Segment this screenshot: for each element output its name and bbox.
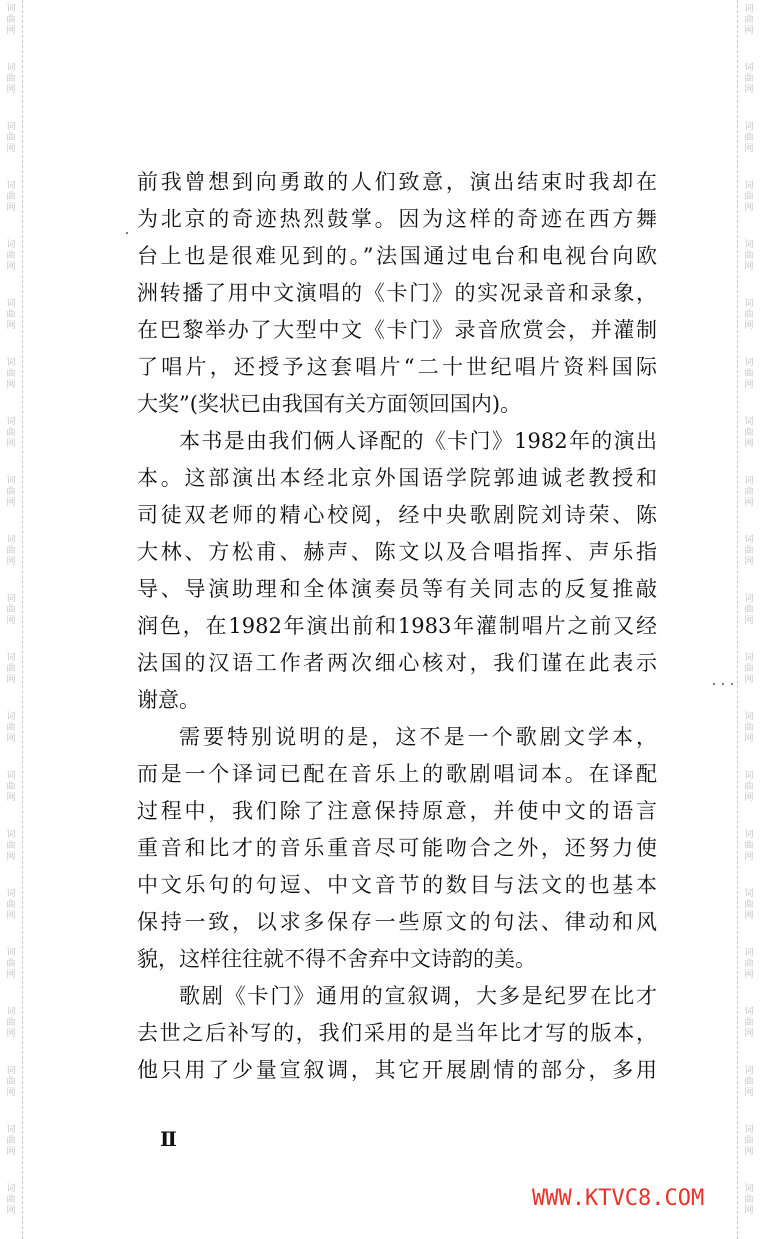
watermark-char: 曲	[6, 133, 16, 143]
watermark-mark	[738, 826, 760, 885]
watermark-mark	[738, 59, 760, 118]
watermark-char: 网	[6, 498, 16, 508]
watermark-char: 网	[744, 911, 754, 921]
watermark-mark	[0, 413, 22, 472]
watermark-mark	[738, 885, 760, 944]
watermark-char: 曲	[744, 1195, 754, 1205]
watermark-char: 网	[6, 616, 16, 626]
watermark-char: 网	[6, 675, 16, 685]
watermark-char: 词	[744, 417, 754, 427]
watermark-char: 网	[744, 380, 754, 390]
watermark-char: 词	[6, 712, 16, 722]
scan-speck	[722, 683, 724, 685]
text-line: 而是一个译词已配在音乐上的歌剧唱词本。在译配	[137, 762, 657, 786]
scan-speck	[731, 683, 733, 685]
watermark-char: 网	[744, 203, 754, 213]
watermark-char: 网	[744, 1029, 754, 1039]
watermark-mark	[738, 413, 760, 472]
watermark-char: 词	[6, 771, 16, 781]
watermark-char: 网	[6, 970, 16, 980]
watermark-char: 网	[744, 26, 754, 36]
watermark-char: 词	[6, 358, 16, 368]
watermark-char: 网	[6, 734, 16, 744]
watermark-char: 网	[6, 1088, 16, 1098]
text-line: 导、导演助理和全体演奏员等有关同志的反复推敲	[137, 577, 657, 601]
watermark-char: 词	[6, 830, 16, 840]
watermark-mark	[0, 767, 22, 826]
watermark-char: 曲	[6, 841, 16, 851]
watermark-char: 曲	[744, 192, 754, 202]
watermark-char: 曲	[6, 15, 16, 25]
watermark-char: 曲	[6, 251, 16, 261]
watermark-char: 网	[6, 793, 16, 803]
text-line: 前我曾想到向勇敢的人们致意，演出结束时我却在	[137, 170, 657, 194]
watermark-mark	[0, 472, 22, 531]
watermark-char: 词	[6, 299, 16, 309]
text-line: 为北京的奇迹热烈鼓掌。因为这样的奇迹在西方舞	[137, 207, 657, 231]
watermark-char: 词	[744, 63, 754, 73]
watermark-char: 词	[6, 948, 16, 958]
watermark-char: 曲	[744, 251, 754, 261]
watermark-char: 网	[6, 911, 16, 921]
watermark-char: 网	[744, 1206, 754, 1216]
watermark-mark	[0, 531, 22, 590]
watermark-char: 词	[744, 771, 754, 781]
watermark-char: 词	[744, 712, 754, 722]
watermark-char: 词	[6, 1184, 16, 1194]
page-number: Ⅱ	[160, 1127, 176, 1151]
watermark-char: 词	[744, 476, 754, 486]
watermark-mark	[0, 295, 22, 354]
text-line: 本。这部演出本经北京外国语学院郭迪诚老教授和	[137, 466, 657, 490]
watermark-char: 曲	[744, 310, 754, 320]
watermark-mark	[738, 767, 760, 826]
watermark-char: 词	[6, 653, 16, 663]
watermark-char: 曲	[744, 74, 754, 84]
watermark-char: 词	[744, 889, 754, 899]
watermark-char: 曲	[6, 1195, 16, 1205]
watermark-mark	[0, 649, 22, 708]
text-line: 去世之后补写的，我们采用的是当年比才写的版本，	[137, 1021, 657, 1045]
watermark-char: 词	[744, 181, 754, 191]
watermark-char: 网	[6, 262, 16, 272]
watermark-char: 曲	[6, 192, 16, 202]
watermark-char: 网	[6, 557, 16, 567]
watermark-char: 曲	[744, 1018, 754, 1028]
watermark-char: 曲	[744, 15, 754, 25]
watermark-char: 词	[6, 63, 16, 73]
watermark-char: 曲	[744, 546, 754, 556]
watermark-char: 词	[6, 417, 16, 427]
watermark-char: 曲	[6, 605, 16, 615]
watermark-mark	[738, 118, 760, 177]
watermark-char: 词	[744, 1125, 754, 1135]
watermark-char: 曲	[6, 428, 16, 438]
text-line: 保持一致，以求多保存一些原文的句法、律动和风	[137, 910, 657, 934]
watermark-char: 曲	[6, 546, 16, 556]
watermark-char: 曲	[6, 74, 16, 84]
text-line: 貌，这样往往就不得不舍弃中文诗韵的美。	[137, 947, 536, 971]
text-line: 过程中，我们除了注意保持原意，并使中文的语言	[137, 799, 657, 823]
text-line: 洲转播了用中文演唱的《卡门》的实况录音和录象，	[137, 281, 657, 305]
watermark-mark	[0, 0, 22, 59]
watermark-char: 网	[6, 1206, 16, 1216]
watermark-mark	[0, 118, 22, 177]
watermark-char: 曲	[744, 133, 754, 143]
watermark-char: 词	[744, 653, 754, 663]
text-line: 谢意。	[137, 688, 200, 712]
watermark-char: 网	[6, 26, 16, 36]
watermark-char: 曲	[6, 959, 16, 969]
site-url-watermark: WWW.KTVC8.COM	[532, 1186, 705, 1211]
watermark-char: 网	[6, 852, 16, 862]
watermark-char: 网	[744, 852, 754, 862]
watermark-mark	[0, 885, 22, 944]
watermark-char: 网	[6, 1029, 16, 1039]
text-line: 歌剧《卡门》通用的宣叙调，大多是纪罗在比才	[179, 984, 657, 1008]
watermark-char: 词	[744, 594, 754, 604]
watermark-char: 网	[744, 557, 754, 567]
watermark-mark	[0, 177, 22, 236]
watermark-char: 网	[744, 85, 754, 95]
watermark-mark	[738, 649, 760, 708]
text-line: 大奖”(奖状已由我国有关方面领回国内)。	[137, 392, 522, 416]
watermark-mark	[738, 1180, 760, 1239]
watermark-mark	[0, 1121, 22, 1180]
watermark-char: 曲	[744, 900, 754, 910]
watermark-mark	[738, 0, 760, 59]
watermark-mark	[0, 354, 22, 413]
watermark-mark	[0, 590, 22, 649]
watermark-mark	[738, 354, 760, 413]
watermark-mark	[0, 826, 22, 885]
watermark-char: 词	[6, 1007, 16, 1017]
watermark-mark	[738, 1062, 760, 1121]
watermark-char: 词	[744, 122, 754, 132]
watermark-mark	[0, 1180, 22, 1239]
watermark-char: 词	[6, 122, 16, 132]
text-line: 台上也是很难见到的。”法国通过电台和电视台向欧	[137, 244, 657, 268]
watermark-char: 曲	[744, 605, 754, 615]
watermark-char: 曲	[744, 487, 754, 497]
watermark-char: 网	[744, 734, 754, 744]
watermark-char: 网	[744, 321, 754, 331]
watermark-char: 曲	[6, 782, 16, 792]
body-text	[137, 164, 657, 1089]
watermark-char: 网	[744, 793, 754, 803]
watermark-char: 网	[744, 616, 754, 626]
watermark-char: 词	[6, 1125, 16, 1135]
watermark-char: 曲	[6, 1077, 16, 1087]
watermark-char: 曲	[744, 782, 754, 792]
watermark-char: 曲	[6, 1136, 16, 1146]
text-line: 本书是由我们俩人译配的《卡门》1982年的演出	[179, 429, 657, 453]
watermark-char: 曲	[744, 664, 754, 674]
watermark-char: 网	[6, 321, 16, 331]
watermark-char: 网	[744, 1088, 754, 1098]
watermark-char: 曲	[6, 723, 16, 733]
watermark-char: 词	[744, 830, 754, 840]
text-line: 需要特别说明的是，这不是一个歌剧文学本，	[179, 725, 657, 749]
watermark-char: 网	[6, 1147, 16, 1157]
scan-speck	[713, 683, 715, 685]
watermark-char: 词	[6, 1066, 16, 1076]
watermark-char: 曲	[744, 841, 754, 851]
text-line: 了唱片，还授予这套唱片“二十世纪唱片资料国际	[137, 355, 657, 379]
watermark-char: 网	[744, 439, 754, 449]
watermark-char: 词	[744, 1184, 754, 1194]
watermark-char: 曲	[6, 487, 16, 497]
watermark-char: 网	[6, 203, 16, 213]
right-watermark-strip	[737, 0, 760, 1239]
watermark-char: 词	[744, 535, 754, 545]
watermark-char: 词	[6, 889, 16, 899]
watermark-char: 曲	[6, 900, 16, 910]
text-line: 重音和比才的音乐重音尽可能吻合之外，还努力使	[137, 836, 657, 860]
watermark-char: 网	[6, 144, 16, 154]
watermark-mark	[738, 531, 760, 590]
watermark-char: 网	[744, 970, 754, 980]
watermark-char: 网	[6, 439, 16, 449]
watermark-char: 词	[6, 4, 16, 14]
watermark-char: 曲	[6, 369, 16, 379]
watermark-char: 词	[744, 1007, 754, 1017]
watermark-char: 网	[744, 144, 754, 154]
watermark-mark	[0, 1062, 22, 1121]
watermark-mark	[0, 944, 22, 1003]
watermark-char: 词	[6, 594, 16, 604]
watermark-mark	[738, 944, 760, 1003]
text-line: 润色，在1982年演出前和1983年灌制唱片之前又经	[137, 614, 657, 638]
watermark-char: 词	[744, 4, 754, 14]
watermark-mark	[738, 472, 760, 531]
watermark-mark	[738, 177, 760, 236]
watermark-char: 网	[744, 1147, 754, 1157]
watermark-char: 词	[6, 476, 16, 486]
watermark-char: 词	[6, 181, 16, 191]
watermark-char: 曲	[6, 310, 16, 320]
watermark-char: 词	[744, 299, 754, 309]
text-line: 司徒双老师的精心校阅，经中央歌剧院刘诗荣、陈	[137, 503, 657, 527]
watermark-char: 曲	[744, 369, 754, 379]
scan-speck	[126, 232, 128, 234]
watermark-mark	[0, 708, 22, 767]
watermark-mark	[738, 708, 760, 767]
watermark-char: 网	[6, 85, 16, 95]
watermark-char: 曲	[6, 1018, 16, 1028]
watermark-char: 曲	[744, 1077, 754, 1087]
watermark-char: 网	[744, 498, 754, 508]
watermark-mark	[0, 236, 22, 295]
text-line: 在巴黎举办了大型中文《卡门》录音欣赏会，并灌制	[137, 318, 657, 342]
watermark-char: 曲	[744, 959, 754, 969]
watermark-char: 曲	[744, 428, 754, 438]
text-line: 中文乐句的句逗、中文音节的数目与法文的也基本	[137, 873, 657, 897]
text-line: 他只用了少量宣叙调，其它开展剧情的部分，多用	[137, 1058, 657, 1082]
watermark-char: 曲	[6, 664, 16, 674]
watermark-char: 网	[744, 675, 754, 685]
watermark-mark	[738, 236, 760, 295]
watermark-char: 词	[6, 240, 16, 250]
left-watermark-strip	[0, 0, 23, 1239]
watermark-char: 词	[744, 948, 754, 958]
watermark-char: 网	[744, 262, 754, 272]
watermark-mark	[0, 59, 22, 118]
watermark-char: 词	[6, 535, 16, 545]
text-line: 大林、方松甫、赫声、陈文以及合唱指挥、声乐指	[137, 540, 657, 564]
watermark-char: 曲	[744, 1136, 754, 1146]
watermark-mark	[0, 1003, 22, 1062]
watermark-mark	[738, 1121, 760, 1180]
watermark-char: 词	[744, 358, 754, 368]
watermark-mark	[738, 295, 760, 354]
watermark-mark	[738, 590, 760, 649]
watermark-char: 词	[744, 1066, 754, 1076]
watermark-mark	[738, 1003, 760, 1062]
text-line: 法国的汉语工作者两次细心核对，我们谨在此表示	[137, 651, 657, 675]
watermark-char: 网	[6, 380, 16, 390]
watermark-char: 词	[744, 240, 754, 250]
watermark-char: 曲	[744, 723, 754, 733]
